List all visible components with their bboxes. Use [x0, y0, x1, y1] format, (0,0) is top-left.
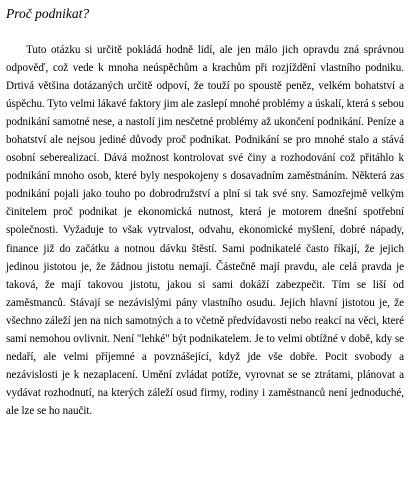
document-paragraph: Tuto otázku si určitě pokládá hodně lidí, ale jen málo jich opravdu zná správnou odpověď, což vede k mnoha neúspěchům a krachům při rozjíždění vlastního podniku. Drtivá většina dotázaných určitě odpoví, že touží po spoustě peněz, velkém bohatství a úspěchu. Tyto velmi lákavé faktory jim ale zaslepí mnohé problémy a úskalí, která s sebou podnikání samotné nese, a nastolí jim nesčetné problémy až ukončení podnikání. Peníze a bohatství ale nejsou jediné důvody proč podnikat. Podnikání se pro mnohé stalo a stává osobní seberealizací. Dává možnost kontrolovat své činy a rozhodování což přitáhlo k podnikání mnoho osob, které byly nespokojeny s dosavadním zaměstnáním. Některá zas podnikání pojali jako touho po dobrodružství a plní si tak své sny. Samozřejmě velkým činitelem proč podnikat je ekonomická nutnost, která je motorem dnešní spotřební společnosti. Vyžaduje to však vytrvalost, odvahu, ekonomické myšlení, dobré nápady, finance již do začátku a notnou dávku štěstí. Sami podnikatelé často říkají, že jejich jedinou jistotou je, že žádnou jistotu nemají. Částečně mají pravdu, ale celá pravda je taková, že mají takovou jistotu, jakou si sami dokáží zabezpečit. Tím se liší od zaměstnanců. Stávají se nezávislými pány vlastního osudu. Jejich hlavní jistotou je, že všechno záleží jen na nich samotných a to včetně předvídavosti nebo reakcí na věci, které sami nemohou ovlivnit. Není "lehké" být podnikatelem. Je to velmi obtížné v době, kdy se nedaří, ale velmi příjemné a povznášející, když jde vše dobře. Pocit svobody a nezávislosti je k nezaplacení. Umění zvládat potíže, vyrovnat se se ztrátami, plánovat a vydávat rozhodnutí, na kterých záleží osud firmy, rodiny i zaměstnanců není jednoduché, ale lze se ho naučit.: [6, 44, 404, 417]
document-heading: Proč podnikat?: [6, 6, 90, 21]
